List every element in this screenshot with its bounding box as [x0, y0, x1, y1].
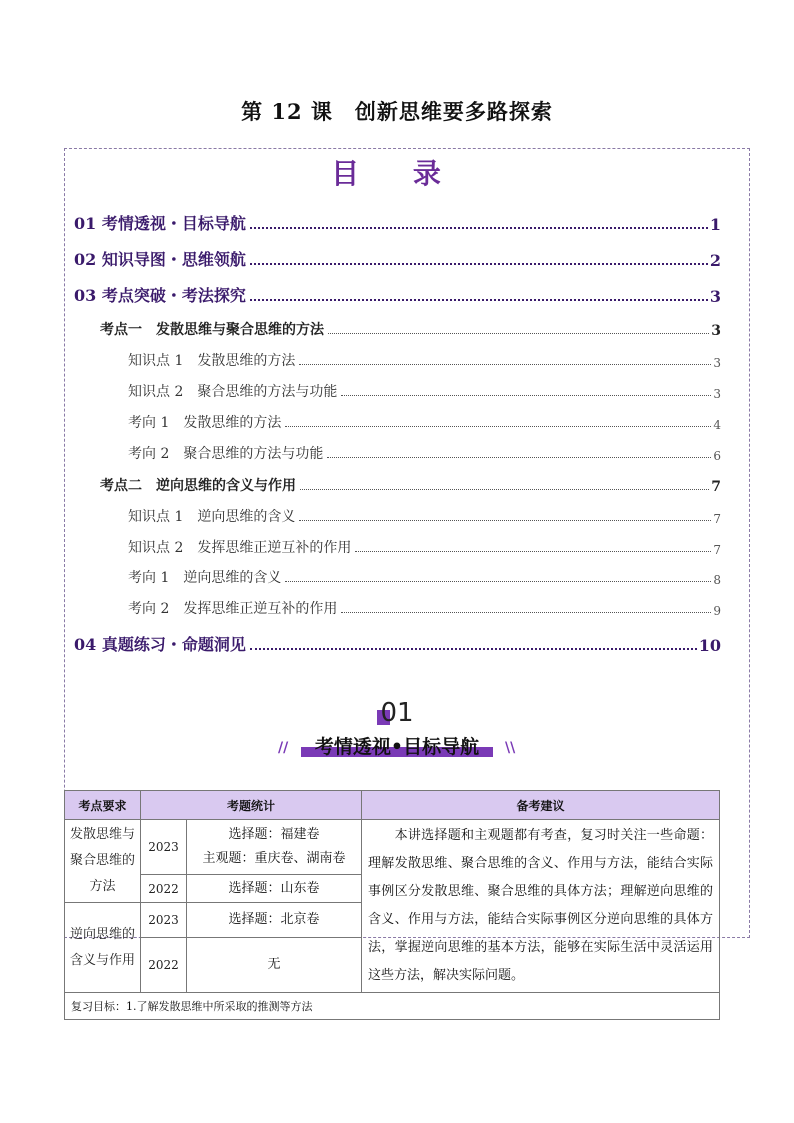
toc-item-page: 3 — [713, 387, 721, 401]
toc-item-label: 知识点 2 聚合思维的方法与功能 — [128, 384, 338, 400]
table-footer-row — [65, 993, 720, 1020]
toc-leader — [299, 520, 711, 521]
toc-item-page: 3 — [713, 356, 721, 370]
topic-cell: 发散思维与聚合思维的方法 — [65, 820, 141, 903]
toc-item-label: 考向 2 聚合思维的方法与功能 — [128, 446, 324, 462]
toc-leader — [327, 457, 711, 458]
toc-leader — [250, 648, 697, 650]
toc-item-page: 3 — [711, 323, 721, 339]
toc-item-page: 9 — [713, 604, 721, 618]
section-number: 01 — [380, 698, 414, 728]
toc-leader — [250, 299, 708, 301]
toc-item[interactable] — [128, 412, 721, 432]
stat-cell: 选择题：山东卷 — [187, 875, 362, 903]
toc-item-page: 4 — [713, 418, 721, 432]
exam-analysis-table — [64, 790, 720, 1020]
toc-item-label: 考点二 逆向思维的含义与作用 — [100, 478, 296, 494]
year-cell: 2022 — [141, 875, 187, 903]
toc-item-label: 02 知识导图・思维领航 — [74, 250, 246, 269]
toc-item-page: 8 — [713, 573, 721, 587]
toc-item-page: 7 — [711, 479, 721, 495]
toc-leader — [285, 426, 711, 427]
right-slash-decoration: \\ — [505, 740, 516, 756]
toc-item[interactable] — [128, 443, 721, 463]
toc-item[interactable] — [128, 350, 721, 370]
toc-item[interactable] — [74, 247, 721, 270]
toc-leader — [341, 395, 711, 396]
toc-leader — [328, 333, 709, 334]
toc-item-label: 知识点 1 逆向思维的含义 — [128, 509, 296, 525]
toc-item[interactable] — [128, 506, 721, 526]
year-cell: 2022 — [141, 938, 187, 993]
header-requirement: 考点要求 — [65, 791, 141, 820]
toc-leader — [341, 612, 711, 613]
toc-item[interactable] — [74, 283, 721, 306]
topic-cell: 逆向思维的含义与作用 — [65, 903, 141, 993]
toc-leader — [250, 263, 708, 265]
review-goal: 复习目标：1.了解发散思维中所采取的推测等方法 — [65, 993, 720, 1020]
toc-item[interactable] — [128, 381, 721, 401]
toc-item-page: 2 — [709, 251, 721, 270]
stat-cell: 选择题：北京卷 — [187, 903, 362, 938]
toc-item[interactable] — [100, 319, 721, 339]
table-header-row — [65, 791, 720, 820]
year-cell: 2023 — [141, 820, 187, 875]
toc-leader — [285, 581, 711, 582]
toc-item-page: 1 — [709, 215, 721, 234]
toc-item[interactable] — [128, 598, 721, 618]
left-slash-decoration: // — [278, 740, 289, 756]
lesson-title: 第 12 课 创新思维要多路探索 — [241, 99, 553, 124]
toc-item[interactable] — [128, 537, 721, 557]
stat-cell — [187, 820, 362, 875]
toc-item-label: 考向 1 发散思维的方法 — [128, 415, 282, 431]
toc-leader — [299, 364, 711, 365]
section-banner-title: 考情透视•目标导航 — [314, 736, 480, 758]
stat-line: 选择题：福建卷 — [228, 827, 320, 842]
toc-item[interactable] — [128, 567, 721, 587]
toc-item-label: 03 考点突破・考法探究 — [74, 286, 246, 305]
toc-item[interactable] — [74, 211, 721, 234]
toc-item-label: 知识点 1 发散思维的方法 — [128, 353, 296, 369]
header-statistics: 考题统计 — [141, 791, 362, 820]
header-advice: 备考建议 — [362, 791, 720, 820]
toc-item[interactable] — [74, 632, 721, 655]
toc-item-page: 7 — [713, 543, 721, 557]
toc-item-page: 10 — [698, 636, 721, 655]
toc-item-label: 01 考情透视・目标导航 — [74, 214, 246, 233]
stat-line: 主观题：重庆卷、湖南卷 — [202, 851, 346, 866]
toc-item-label: 考向 1 逆向思维的含义 — [128, 570, 282, 586]
stat-cell: 无 — [187, 938, 362, 993]
toc-heading: 目 录 — [331, 157, 463, 190]
toc-item-label: 知识点 2 发挥思维正逆互补的作用 — [128, 540, 352, 556]
toc-item-label: 04 真题练习・命题洞见 — [74, 635, 246, 654]
toc-item-label: 考向 2 发挥思维正逆互补的作用 — [128, 601, 338, 617]
toc-item-label: 考点一 发散思维与聚合思维的方法 — [100, 322, 324, 338]
toc-item[interactable] — [100, 475, 721, 495]
toc-item-page: 3 — [709, 287, 721, 306]
toc-leader — [250, 227, 708, 229]
toc-leader — [300, 489, 709, 490]
year-cell: 2023 — [141, 903, 187, 938]
section-banner — [293, 732, 501, 760]
toc-leader — [355, 551, 711, 552]
toc-item-page: 6 — [713, 449, 721, 463]
advice-cell: 本讲选择题和主观题都有考查，复习时关注一些命题：理解发散思维、聚合思维的含义、作用与方法，能结合实际事例区分发散思维、聚合思维的具体方法；理解逆向思维的含义、作用与方法，能结合实际事例区分逆向思维的具体方法，掌握逆向思维的基本方法，能够在实际生活中灵活运用这些方法，解决实际问题。 — [362, 820, 720, 993]
table-row — [65, 820, 720, 875]
toc-item-page: 7 — [713, 512, 721, 526]
